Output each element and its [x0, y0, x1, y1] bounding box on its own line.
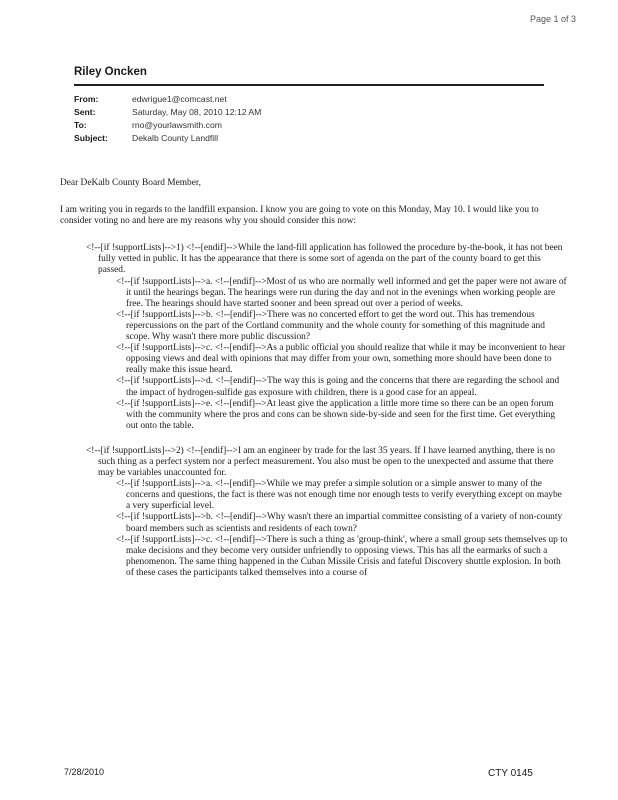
- to-row: [74, 119, 261, 132]
- intro-paragraph: I am writing you in regards to the landfill expansion. I know you are going to vote on this Monday, May 10. I would like you to consider voting no and here are my reasons why you should consider this now:: [60, 205, 539, 227]
- sent-row: [74, 106, 261, 119]
- email-headers: [74, 93, 261, 145]
- subject-label: Subject:: [74, 133, 108, 143]
- from-value: edwrigue1@comcast.net: [132, 94, 227, 104]
- footer-date: 7/28/2010: [64, 767, 105, 777]
- greeting: Dear DeKalb County Board Member,: [60, 178, 201, 188]
- letter-body: [60, 178, 568, 593]
- point-1-subpoints: [98, 277, 568, 432]
- list-item: <!--[if !supportLists]-->a. <!--[endif]-->While we may prefer a simple solution or a simple answer to many of the concerns and questions, the fact is there was not enough time nor enough tests to verify everything except on maybe a very superficial level.: [116, 479, 562, 512]
- subject-value: Dekalb County Landfill: [132, 133, 218, 143]
- from-label: From:: [74, 94, 99, 104]
- list-item: <!--[if !supportLists]-->b. <!--[endif]-->Why wasn't there an impartial committee consisting of a variety of non-county board members such as scientists and residents of each town?: [116, 512, 563, 534]
- point-2-subpoints: [98, 479, 568, 579]
- point-list-2: [60, 446, 568, 579]
- list-item: <!--[if !supportLists]-->c. <!--[endif]-->As a public official you should realize that while it may be inconvenient to hear opposing views and deal with opinions that may differ from your own, something more should have been done to really make this issue heard.: [116, 343, 566, 376]
- to-label: To:: [74, 120, 87, 130]
- header-divider: [74, 84, 544, 86]
- bates-number: CTY 0145: [488, 768, 533, 779]
- point-2-text: <!--[if !supportLists]-->2) <!--[endif]-->I am an engineer by trade for the last 35 years. If I have learned anything, there is no such thing as a perfect system nor a perfect measurement. You also must be open to the unexpected and assume that there may be variables unaccounted for.: [86, 445, 555, 479]
- list-item: <!--[if !supportLists]-->b. <!--[endif]-->There was no concerted effort to get the word out. This has tremendous repercussions on the part of the Cortland community and the whole county for something of this magnitude and scope. Why wasn't there more public discussion?: [116, 309, 545, 343]
- page-number: Page 1 of 3: [529, 14, 576, 24]
- to-value: rno@yourlawsmith.com: [132, 120, 222, 130]
- list-item: <!--[if !supportLists]-->a. <!--[endif]-->Most of us who are normally well informed and get the paper were not aware of it until the hearings began. The hearings were run during the day and not in the evenings when working people are free. The hearings should have started sooner and been spread out over a period of weeks.: [116, 276, 567, 309]
- point-2: [86, 446, 568, 579]
- list-item: <!--[if !supportLists]-->e. <!--[endif]-->At least give the application a little more time so there can be an open forum with the community where the pros and cons can be shown side-by-side and seen for the first time. Get everything out onto the table.: [116, 398, 556, 431]
- from-row: [74, 93, 261, 106]
- sent-value: Saturday, May 08, 2010 12:12 AM: [132, 107, 262, 117]
- sent-label: Sent:: [74, 107, 96, 117]
- subject-row: [74, 132, 261, 145]
- sender-name: Riley Oncken: [74, 66, 147, 78]
- point-1-text: <!--[if !supportLists]-->1) <!--[endif]-->While the land-fill application has followed the procedure by-the-book, it has not been fully vetted in public. It has the appearance that there is some sort of agenda on the part of the county board to get this passed.: [86, 243, 563, 276]
- list-item: <!--[if !supportLists]-->c. <!--[endif]-->There is such a thing as 'group-think', where a small group sets themselves up to make decisions and they become very outsider unfriendly to opposing views. This has all the earmarks of such a phenomenon. The same thing happened in the Cuban Missile Crisis and fateful Discovery shuttle explosion. In both of these cases the participants talked themselves into a course of: [116, 534, 568, 578]
- list-item: <!--[if !supportLists]-->d. <!--[endif]-->The way this is going and the concerns that there are regarding the school and the impact of hydrogen-sulfide gas exposure with children, there is a good case for an appeal.: [116, 376, 560, 398]
- point-list-1: [60, 243, 568, 432]
- point-1: [86, 243, 568, 432]
